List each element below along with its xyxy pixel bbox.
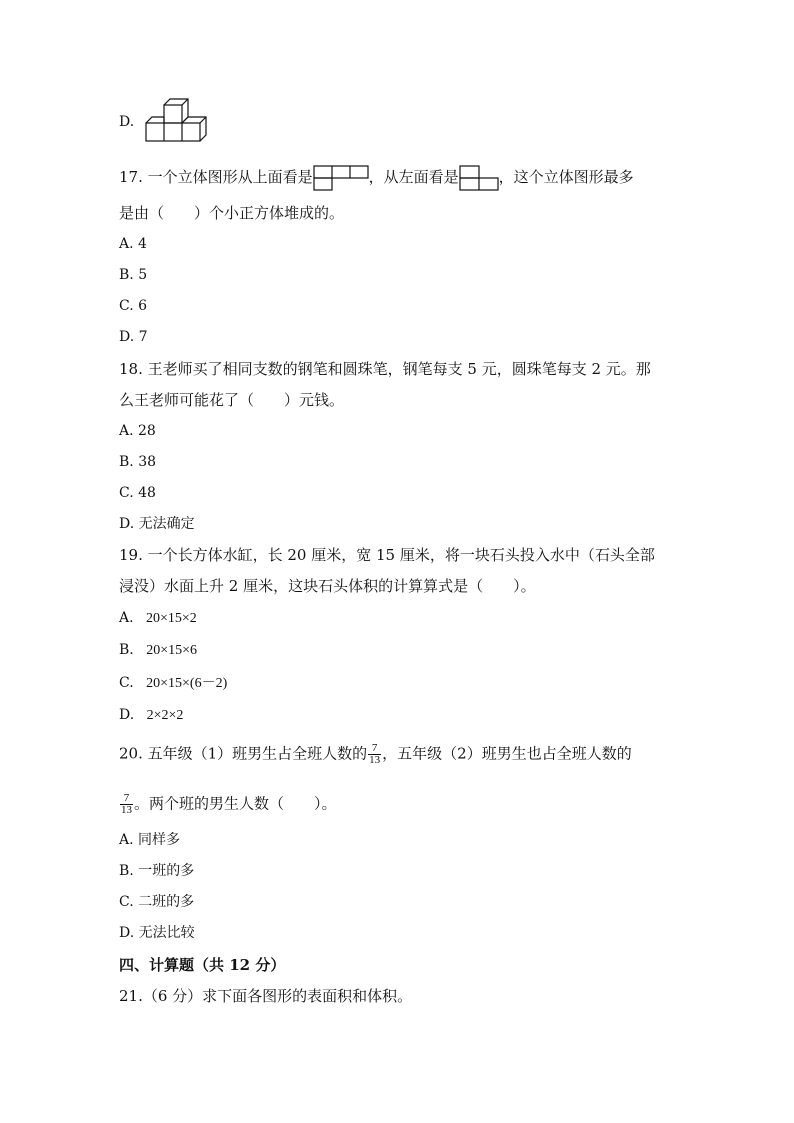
q20-fraction-1-denominator: 13: [369, 754, 381, 766]
q19-option-b-expr: 20×15×6: [146, 643, 197, 658]
q17-text-1: 17. 一个立体图形从上面看是: [119, 168, 313, 186]
q20-fraction-1: [368, 743, 381, 766]
q20-stem-line-1: [119, 743, 632, 766]
q19-option-c: [119, 673, 227, 694]
q19-stem-line-1: 19. 一个长方体水缸，长 20 厘米，宽 15 厘米，将一块石头投入水中（石头全部: [119, 546, 655, 564]
q17-left-view-icon: [459, 165, 499, 191]
q16-option-d-label: D.: [119, 114, 135, 130]
q18-stem-line-2: 么王老师可能花了（ ）元钱。: [119, 391, 345, 409]
q20-option-d: D. 无法比较: [119, 925, 195, 941]
q17-text-2: ，从左面看是: [368, 168, 459, 186]
q20-option-c: C. 二班的多: [119, 894, 195, 910]
q19-option-d-label: D.: [119, 707, 135, 723]
q19-option-b-label: B.: [119, 642, 134, 658]
q17-stem-line-2: 是由（ ）个小正方体堆成的。: [119, 204, 345, 222]
q17-option-b: B. 5: [119, 267, 148, 283]
q20-fraction-2-numerator: 7: [120, 793, 133, 805]
q19-option-b: [119, 640, 197, 661]
q17-option-d: D. 7: [119, 329, 148, 345]
q20-fraction-2: [120, 793, 133, 816]
q19-option-a: [119, 608, 197, 629]
q19-option-a-expr: 20×15×2: [146, 611, 197, 626]
q20-fraction-2-denominator: 13: [121, 804, 132, 816]
q17-option-a: A. 4: [119, 236, 147, 252]
q19-option-d: [119, 705, 183, 726]
q16-cube-figure-icon: [144, 96, 210, 144]
q20-text-3: 。两个班的男生人数（ ）。: [134, 794, 337, 813]
q17-stem-line-1: [119, 165, 634, 191]
q19-option-c-expr: 20×15×(6－2): [146, 676, 228, 691]
q17-option-c: C. 6: [119, 298, 148, 314]
q20-stem-line-2: [119, 793, 337, 816]
section-4-title: 四、计算题（共 12 分）: [119, 956, 286, 974]
q18-option-c: C. 48: [119, 485, 156, 501]
q21-stem: 21.（6 分）求下面各图形的表面积和体积。: [119, 987, 413, 1005]
q18-option-d: D. 无法确定: [119, 516, 195, 532]
q19-option-d-expr: 2×2×2: [146, 708, 184, 723]
q19-option-c-label: C.: [119, 675, 134, 691]
q19-option-a-label: A.: [119, 610, 134, 626]
q18-option-b: B. 38: [119, 454, 157, 470]
q19-stem-line-2: 浸没）水面上升 2 厘米，这块石头体积的计算算式是（ ）。: [119, 577, 536, 595]
q20-text-2: ，五年级（2）班男生也占全班人数的: [382, 744, 632, 763]
q20-option-a: A. 同样多: [119, 832, 181, 848]
q17-text-3: ，这个立体图形最多: [498, 168, 634, 186]
q20-option-b: B. 一班的多: [119, 863, 195, 879]
q16-option-d: [119, 112, 134, 132]
q17-top-view-icon: [313, 165, 369, 191]
q18-option-a: A. 28: [119, 423, 156, 439]
q20-text-1: 20. 五年级（1）班男生占全班人数的: [119, 744, 368, 763]
q20-fraction-1-numerator: 7: [368, 743, 381, 755]
q18-stem-line-1: 18. 王老师买了相同支数的钢笔和圆珠笔，钢笔每支 5 元，圆珠笔每支 2 元。那: [119, 360, 651, 378]
